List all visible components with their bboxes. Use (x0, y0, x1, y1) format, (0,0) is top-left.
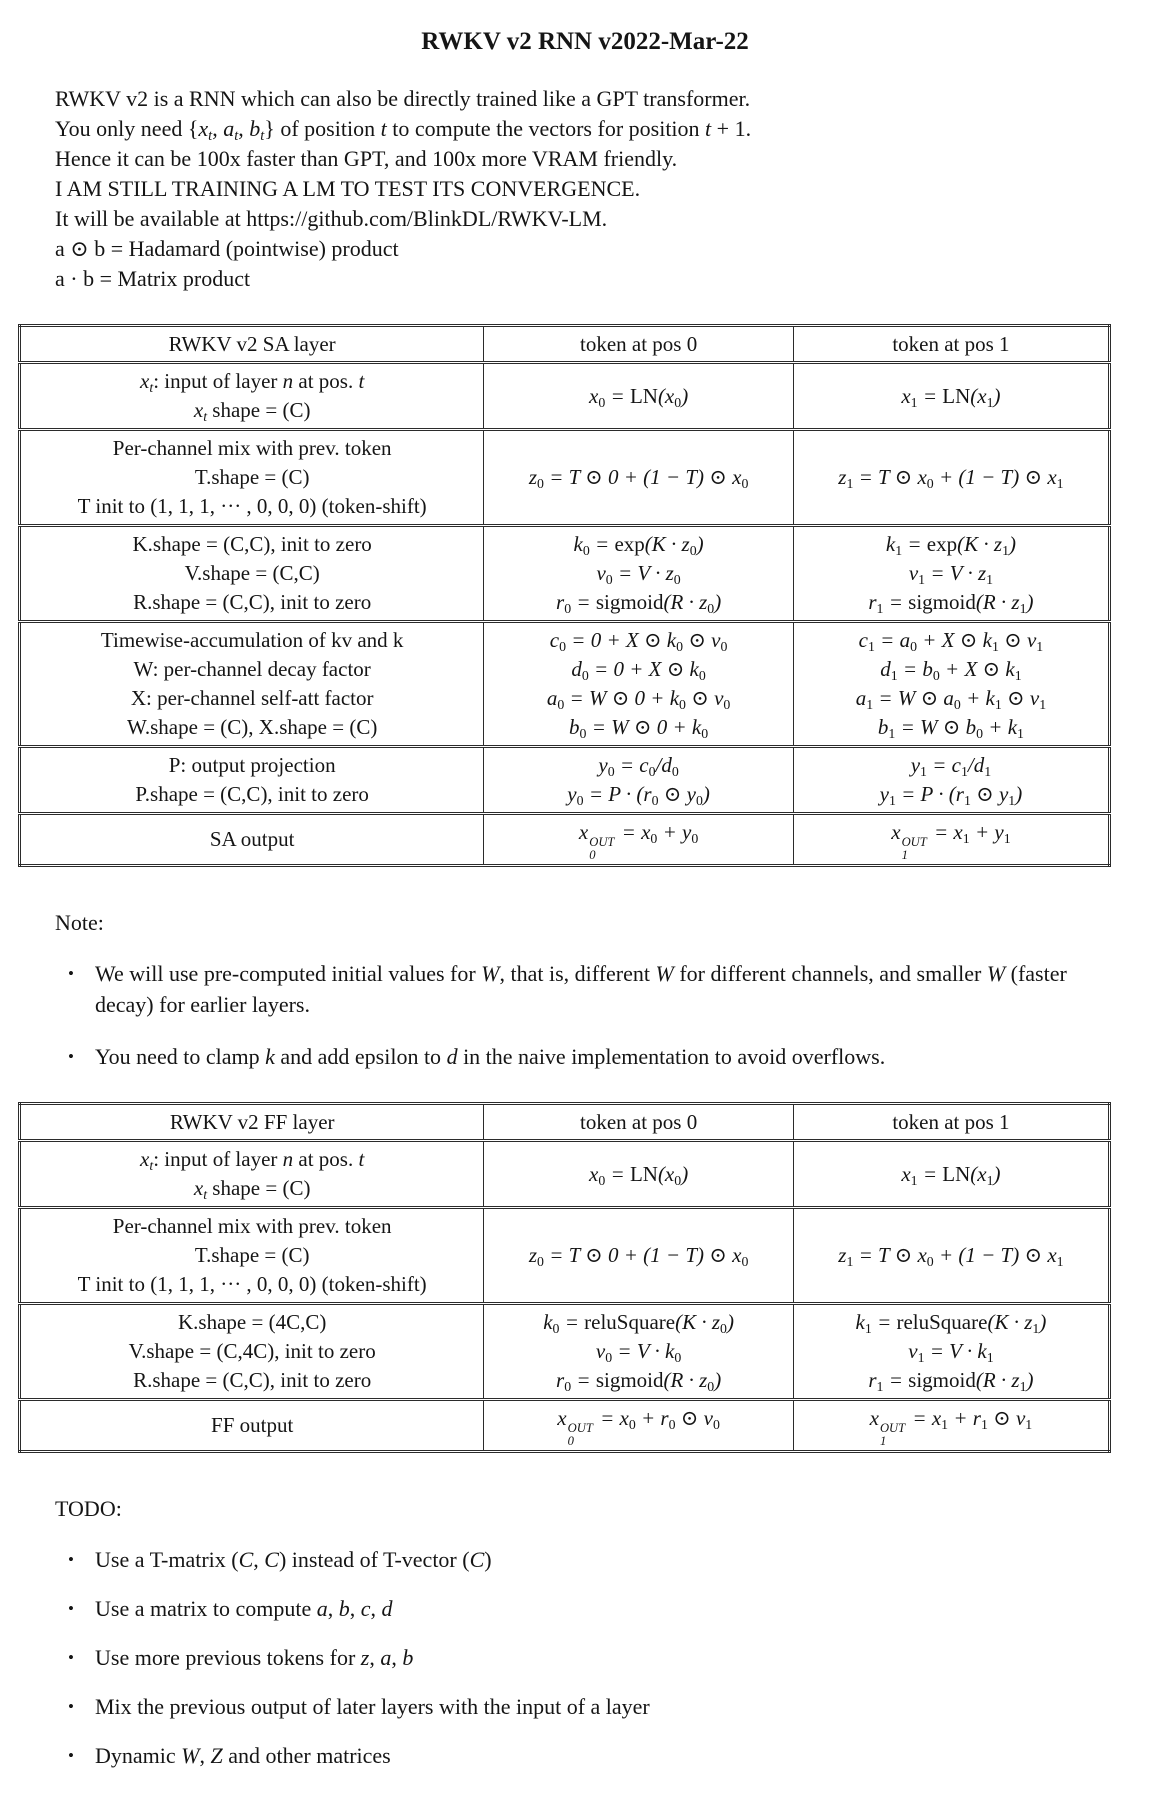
formula-line: x OUT 1 = $x_1 + y_1$ (891, 820, 1011, 862)
desc-line: FF output (211, 1413, 294, 1438)
row-description-cell (20, 1208, 484, 1304)
table-header-row (20, 1104, 1110, 1141)
desc-line: X: per-channel self-att factor (130, 686, 374, 710)
formula-cell-pos1 (793, 1304, 1109, 1400)
formula-cell-pos0 (484, 430, 794, 526)
desc-line: T init to (1, 1, 1, ··· , 0, 0, 0) (token-shift) (77, 1272, 427, 1297)
intro-line: a · b = Matrix product (55, 266, 251, 291)
table-row (20, 1141, 1110, 1208)
todo-list (0, 1544, 1170, 1771)
note-label: Note: (55, 910, 104, 936)
desc-line: W: per-channel decay factor (133, 657, 371, 681)
formula-cell-pos1 (793, 814, 1109, 866)
formula-cell-pos0 (484, 747, 794, 814)
table-row (20, 363, 1110, 430)
bullet-text: Use a matrix to compute a, b, c, d (95, 1596, 393, 1622)
bullet-item (68, 1740, 1130, 1771)
formula-line: $k_1$ = reluSquare(K · $z_1$) (855, 1310, 1047, 1336)
formula-line: $x_1 = LN(x_1)$ (901, 383, 1001, 410)
bullet-marker: • (68, 964, 74, 984)
formula-cell-pos0 (484, 1141, 794, 1208)
bullet-marker: • (68, 1599, 74, 1619)
formula-line: $v_0 = V \cdot k_0$ (595, 1339, 682, 1365)
formula-cell-pos1 (793, 622, 1109, 747)
formula-line: $k_0$ = reluSquare(K · $z_0$) (543, 1310, 734, 1336)
row-description-cell (20, 814, 484, 866)
formula-line: $r_0$ = sigmoid(R · $z_0$) (556, 1368, 722, 1394)
formula-cell-pos1 (793, 747, 1109, 814)
formula-line: $k_1 = \exp(K \cdot z_1)$ (885, 532, 1016, 558)
table-header-cell: token at pos 0 (484, 326, 794, 363)
formula-line: $y_0 = c_0/d_0$ (598, 753, 679, 779)
formula-line: $z_1 = T$ ⊙ $x_0 + (1 - T)$ ⊙ $x_1$ (838, 1243, 1064, 1269)
table-row (20, 1400, 1110, 1452)
formula-line: $b_0 = W$ ⊙ $0 + k_0$ (569, 715, 709, 741)
table-header-cell: RWKV v2 FF layer (20, 1104, 484, 1141)
desc-line: K.shape = (C,C), init to zero (132, 532, 372, 556)
formula-line: $r_0$ = sigmoid(R · $z_0$) (556, 590, 722, 616)
intro-line: Hence it can be 100x faster than GPT, and 100x more VRAM friendly. (55, 146, 678, 171)
formula-line: x OUT 0 = $x_0 + r_0$ ⊙ $v_0$ (557, 1406, 720, 1448)
page-title: RWKV v2 RNN v2022-Mar-22 (421, 28, 749, 55)
formula-line: $v_0 = V \cdot z_0$ (596, 561, 681, 587)
table-header-cell: RWKV v2 SA layer (20, 326, 484, 363)
formula-line: $z_1 = T$ ⊙ $x_0 + (1 - T)$ ⊙ $x_1$ (838, 465, 1064, 491)
row-description-cell (20, 526, 484, 622)
desc-line: T.shape = (C) (194, 465, 310, 489)
table-row (20, 1304, 1110, 1400)
bullet-marker: • (68, 1746, 74, 1766)
ff-layer-table (18, 1102, 1111, 1453)
formula-line: $d_1 = b_0 + X$ ⊙ $k_1$ (880, 657, 1022, 683)
todo-label: TODO: (55, 1496, 122, 1522)
bullet-item (68, 1691, 1130, 1722)
bullet-text: Use more previous tokens for z, a, b (95, 1645, 414, 1671)
desc-line: Timewise-accumulation of kv and k (100, 628, 404, 652)
intro-line: RWKV v2 is a RNN which can also be directly trained like a GPT transformer. (55, 86, 751, 111)
formula-line: $k_0 = \exp(K \cdot z_0)$ (573, 532, 704, 558)
table-row (20, 622, 1110, 747)
row-description-cell (20, 622, 484, 747)
row-description-cell (20, 430, 484, 526)
desc-line: Per-channel mix with prev. token (112, 1214, 392, 1239)
row-description-cell (20, 1400, 484, 1452)
formula-cell-pos1 (793, 430, 1109, 526)
formula-line: $a_0 = W$ ⊙ $0 + k_0$ ⊙ $v_0$ (546, 686, 731, 712)
desc-line: V.shape = (C,4C), init to zero (128, 1339, 376, 1364)
bullet-text: You need to clamp k and add epsilon to d in the naive implementation to avoid overflows. (95, 1044, 886, 1070)
formula-cell-pos0 (484, 363, 794, 430)
desc-line: $x_t$ shape = (C) (193, 398, 311, 424)
desc-line: T init to (1, 1, 1, ··· , 0, 0, 0) (token-shift) (77, 494, 427, 518)
formula-cell-pos0 (484, 1304, 794, 1400)
bullet-text: We will use pre-computed initial values for W, that is, different W for different channels, and smaller W (faster decay) for earlier layers. (95, 961, 1067, 1018)
desc-line: R.shape = (C,C), init to zero (133, 1368, 372, 1393)
formula-cell-pos1 (793, 526, 1109, 622)
sa-layer-table (18, 324, 1111, 867)
formula-line: $x_0 = LN(x_0)$ (589, 383, 689, 410)
table-row (20, 526, 1110, 622)
formula-line: $z_0 = T$ ⊙ 0 + (1 − T) ⊙ $x_0$ (528, 1243, 749, 1269)
formula-line: x OUT 0 = $x_0 + y_0$ (578, 820, 699, 862)
formula-line: x OUT 1 = $x_1 + r_1$ ⊙ $v_1$ (869, 1406, 1033, 1448)
table-row (20, 1208, 1110, 1304)
intro-line: You only need {$x_t$, $a_t$, $b_t$} of position t to compute the vectors for position t + 1. (55, 116, 752, 145)
desc-line: $x_t$: input of layer n at pos. t (140, 369, 365, 395)
bullet-item (68, 958, 1130, 1020)
formula-line: $y_1 = c_1/d_1$ (910, 753, 992, 779)
table-row (20, 814, 1110, 866)
bullet-marker: • (68, 1550, 74, 1570)
bullet-item (68, 1041, 1130, 1072)
desc-line: K.shape = (4C,C) (178, 1310, 327, 1335)
desc-line: SA output (209, 827, 295, 852)
note-list (0, 958, 1170, 1072)
row-description-cell (20, 1304, 484, 1400)
formula-cell-pos0 (484, 814, 794, 866)
formula-line: $b_1 = W$ ⊙ $b_0 + k_1$ (877, 715, 1024, 741)
formula-cell-pos1 (793, 1208, 1109, 1304)
desc-line: $x_t$ shape = (C) (193, 1176, 311, 1202)
desc-line: $x_t$: input of layer n at pos. t (140, 1147, 365, 1173)
bullet-text: Mix the previous output of later layers with the input of a layer (95, 1694, 650, 1720)
formula-line: $c_1 = a_0 + X$ ⊙ $k_1$ ⊙ $v_1$ (858, 628, 1044, 654)
formula-line: $a_1 = W$ ⊙ $a_0 + k_1$ ⊙ $v_1$ (855, 686, 1047, 712)
bullet-text: Use a T-matrix (C, C) instead of T-vector (C) (95, 1547, 492, 1573)
table-header-cell: token at pos 1 (793, 1104, 1109, 1141)
formula-cell-pos0 (484, 526, 794, 622)
desc-line: W.shape = (C), X.shape = (C) (126, 715, 378, 739)
formula-line: $z_0 = T$ ⊙ 0 + (1 − T) ⊙ $x_0$ (528, 465, 749, 491)
formula-line: $v_1 = V \cdot z_1$ (908, 561, 994, 587)
formula-line: $r_1$ = sigmoid(R · $z_1$) (868, 590, 1034, 616)
desc-line: Per-channel mix with prev. token (112, 436, 392, 460)
formula-line: $d_0 = 0 + X$ ⊙ $k_0$ (571, 657, 706, 683)
intro-line: a ⊙ b = Hadamard (pointwise) product (55, 236, 399, 261)
formula-cell-pos0 (484, 622, 794, 747)
formula-cell-pos0 (484, 1400, 794, 1452)
table-header-cell: token at pos 1 (793, 326, 1109, 363)
table-header-row (20, 326, 1110, 363)
formula-line: $r_1$ = sigmoid(R · $z_1$) (868, 1368, 1034, 1394)
formula-cell-pos1 (793, 1400, 1109, 1452)
bullet-item (68, 1642, 1130, 1673)
desc-line: P.shape = (C,C), init to zero (135, 782, 369, 806)
bullet-text: Dynamic W, Z and other matrices (95, 1743, 391, 1769)
intro-line: I AM STILL TRAINING A LM TO TEST ITS CONVERGENCE. (55, 176, 641, 201)
row-description-cell (20, 363, 484, 430)
row-description-cell (20, 1141, 484, 1208)
desc-line: R.shape = (C,C), init to zero (133, 590, 372, 614)
bullet-marker: • (68, 1697, 74, 1717)
formula-cell-pos1 (793, 1141, 1109, 1208)
desc-line: T.shape = (C) (194, 1243, 310, 1268)
intro-paragraph (55, 84, 1170, 294)
bullet-marker: • (68, 1047, 74, 1067)
table-row (20, 430, 1110, 526)
bullet-item (68, 1544, 1130, 1575)
desc-line: V.shape = (C,C) (184, 561, 320, 585)
formula-cell-pos0 (484, 1208, 794, 1304)
formula-cell-pos1 (793, 363, 1109, 430)
formula-line: $y_1 = P \cdot (r_1$ ⊙ $y_1$) (879, 782, 1023, 808)
bullet-marker: • (68, 1648, 74, 1668)
formula-line: $x_0 = LN(x_0)$ (589, 1161, 689, 1188)
formula-line: $y_0 = P \cdot (r_0$ ⊙ $y_0$) (567, 782, 710, 808)
formula-line: $c_0 = 0 + X$ ⊙ $k_0$ ⊙ $v_0$ (549, 628, 728, 654)
table-row (20, 747, 1110, 814)
formula-line: $v_1 = V \cdot k_1$ (908, 1339, 994, 1365)
bullet-item (68, 1593, 1130, 1624)
formula-line: $x_1 = LN(x_1)$ (901, 1161, 1001, 1188)
desc-line: P: output projection (168, 753, 336, 777)
intro-line: It will be available at https://github.com/BlinkDL/RWKV-LM. (55, 206, 608, 231)
table-header-cell: token at pos 0 (484, 1104, 794, 1141)
row-description-cell (20, 747, 484, 814)
